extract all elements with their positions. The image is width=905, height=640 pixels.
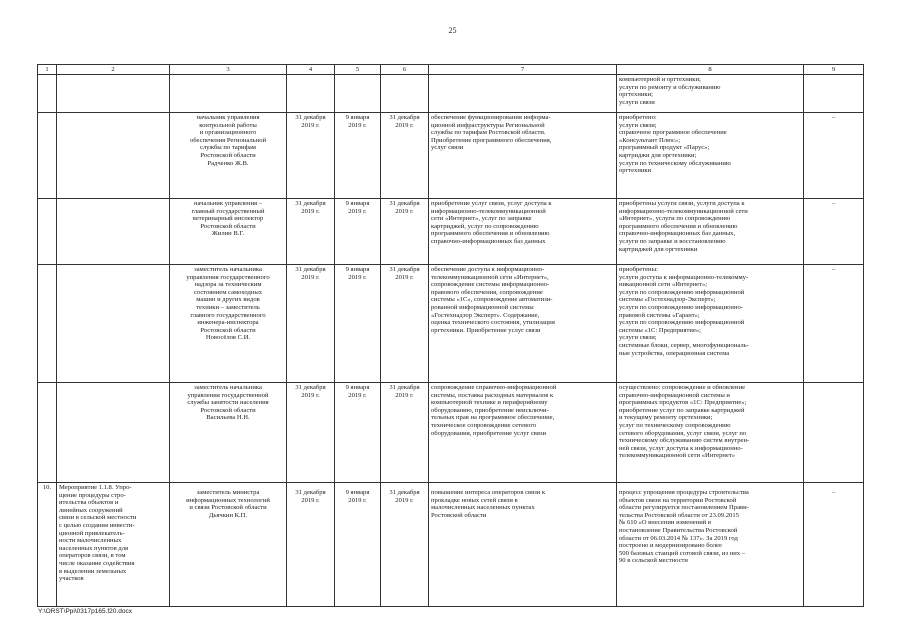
- cell-line: 2019 г.: [395, 207, 414, 215]
- cell-line: справочно-информационных баз данных: [431, 237, 546, 245]
- cell-line: ветеринарный инспектор: [192, 215, 264, 223]
- cell-line: ности малочисленных: [59, 537, 122, 545]
- file-path-footer: Y:\ORST\Ppi\0317p165.f20.docx: [38, 608, 132, 615]
- column-number: 8: [617, 65, 804, 75]
- actual-end-date-cell: [381, 383, 429, 483]
- cell-line: прокладке новых сетей связи в: [431, 496, 518, 504]
- content-cell: [429, 75, 617, 113]
- cell-line: 31 декабря: [295, 384, 326, 391]
- executor-cell: [170, 483, 287, 607]
- planned-end-date-cell: [287, 199, 335, 265]
- cell-line: управления государственной: [187, 391, 269, 399]
- cell-line: справочно-информационных баз данных,: [619, 230, 736, 238]
- content-cell: [429, 113, 617, 199]
- cell-line: Приобретение программного обеспечения,: [431, 136, 552, 144]
- result-cell: [617, 75, 804, 113]
- cell-line: ительства объектов и: [59, 499, 119, 507]
- cell-line: справочное программное обеспечение: [619, 129, 727, 137]
- cell-line: главный государственный: [191, 207, 265, 215]
- cell-line: 31 декабря: [389, 384, 420, 391]
- cell-line: услуги связи: [619, 98, 655, 106]
- row-number-cell: 10.: [38, 483, 57, 607]
- cell-line: услуги по сопровождению информационно-: [619, 303, 743, 311]
- cell-line: построено и модернизировано более: [619, 542, 722, 550]
- row-number-cell: [38, 199, 57, 265]
- cell-line: области регулируется постановлением Прави-: [619, 504, 749, 512]
- cell-line: 31 декабря: [295, 489, 326, 496]
- column-number: 7: [429, 65, 617, 75]
- cell-line: Ростовской области: [200, 222, 256, 230]
- cell-line: 2019 г.: [395, 496, 414, 504]
- cell-line: 2019 г.: [348, 273, 367, 281]
- cell-line: системы «1С: Предприятие»;: [619, 326, 702, 334]
- table-row: [38, 265, 864, 383]
- cell-line: заместитель начальника: [194, 266, 262, 273]
- cell-line: и организационного: [199, 129, 257, 137]
- cell-line: правовой системы «Гарант»;: [619, 311, 700, 319]
- cell-line: сетевого оборудования, услуг связи, услуг по: [619, 429, 747, 437]
- column-number-row: [38, 65, 864, 75]
- cell-line: линейных сооружений: [59, 506, 123, 514]
- cell-line: программного обеспечения и обновлению: [431, 230, 550, 238]
- cell-line: и текущему ремонту оргтехники;: [619, 414, 713, 422]
- cell-line: обеспечения Региональной: [189, 136, 267, 144]
- column-number: 9: [804, 65, 864, 75]
- cell-line: оргтехники. Приобретение услуг связи: [431, 326, 541, 334]
- event-cell: [57, 383, 170, 483]
- cell-line: телекоммуникационной сети «Интернет»,: [431, 273, 549, 281]
- cell-line: процесс упрощения процедуры строительства: [619, 489, 749, 496]
- cell-line: услуги связи;: [619, 334, 657, 342]
- event-cell: [57, 75, 170, 113]
- cell-line: 9 января: [345, 384, 370, 391]
- cell-line: информационных технологий: [186, 496, 270, 504]
- cell-line: главного государственного: [190, 311, 266, 319]
- cell-line: 31 декабря: [389, 114, 420, 121]
- cell-line: в выделении земельных: [59, 567, 127, 575]
- cell-line: картриджи для оргтехники;: [619, 151, 697, 159]
- planned-end-date-cell: [287, 113, 335, 199]
- content-cell: [429, 383, 617, 483]
- cell-line: 31 декабря: [295, 114, 326, 121]
- column-number: 1: [38, 65, 57, 75]
- cell-line: инженера-инспектора: [197, 319, 259, 327]
- result-cell: [617, 383, 804, 483]
- planned-end-date-cell: [287, 483, 335, 607]
- cell-line: услуги по заправке и восстановлению: [619, 237, 726, 245]
- cell-line: услуг по техническому сопровождению: [619, 421, 731, 429]
- cell-line: 9 января: [345, 114, 370, 121]
- page-number: 25: [448, 26, 457, 35]
- actual-end-date-cell: [381, 75, 429, 113]
- result-cell: [617, 199, 804, 265]
- cell-line: услуги по техническому обслуживанию: [619, 159, 731, 167]
- column-number: 3: [170, 65, 287, 75]
- cell-line: «Консультант Плюс»;: [619, 136, 681, 144]
- row-number-cell: [38, 265, 57, 383]
- cell-line: рованной информационной системы: [431, 303, 534, 311]
- note-cell: –: [804, 199, 864, 265]
- content-cell: [429, 265, 617, 383]
- cell-line: 2019 г.: [348, 391, 367, 399]
- row-number-cell: [38, 113, 57, 199]
- row-number-cell: [38, 75, 57, 113]
- cell-line: 2019 г.: [348, 121, 367, 129]
- cell-line: сети «Интернет», услуг по заправке: [431, 215, 532, 223]
- cell-line: малочисленных населенных пунктах: [431, 504, 535, 512]
- column-number: 5: [335, 65, 381, 75]
- cell-line: № 610 «О внесении изменений в: [619, 519, 712, 527]
- event-cell: [57, 199, 170, 265]
- cell-line: 31 декабря: [389, 489, 420, 496]
- table-row: [38, 199, 864, 265]
- actual-start-date-cell: [335, 265, 381, 383]
- cell-line: услуги доступа к информационно-телекомму-: [619, 273, 749, 281]
- cell-line: ней связи, услуг доступа к информационно-: [619, 444, 743, 452]
- note-cell: –: [804, 265, 864, 383]
- event-cell: [57, 483, 170, 607]
- cell-line: техники – заместитель: [196, 303, 260, 311]
- cell-line: информационно-телекоммуникационной: [431, 207, 546, 215]
- planned-end-date-cell: [287, 75, 335, 113]
- cell-line: картриджей, услуг по сопровождению: [431, 222, 539, 230]
- table-row: [38, 75, 864, 113]
- cell-line: населенных пунктов для: [59, 544, 129, 552]
- cell-line: оборудованию, приобретение неисключи-: [431, 406, 549, 414]
- column-number: 2: [57, 65, 170, 75]
- cell-line: состоянием самоходных: [193, 288, 263, 296]
- cell-line: техническое сопровождение сетевого: [431, 421, 537, 429]
- cell-line: осуществлено: сопровождение и обновление: [619, 384, 746, 391]
- cell-line: контрольной работы: [199, 121, 257, 129]
- cell-line: справочно-информационной системы и: [619, 391, 730, 399]
- cell-line: 2019 г.: [348, 496, 367, 504]
- cell-line: ционной привлекатель-: [59, 529, 125, 537]
- actual-end-date-cell: [381, 483, 429, 607]
- cell-line: приобретение услуг связи, услуг доступа к: [431, 200, 552, 207]
- cell-line: услуги по ремонту и обслуживанию: [619, 83, 721, 91]
- cell-line: приобретены услуги связи, услуги доступа к: [619, 200, 745, 207]
- cell-line: приобретение услуг по заправке картриджей: [619, 406, 745, 414]
- actual-end-date-cell: [381, 199, 429, 265]
- actual-end-date-cell: [381, 265, 429, 383]
- cell-line: операторов связи, в том: [59, 552, 126, 560]
- planned-end-date-cell: [287, 265, 335, 383]
- note-cell: [804, 383, 864, 483]
- cell-line: «Гостехнадзор Эксперт». Содержание,: [431, 311, 540, 319]
- cell-line: машин и других видов: [196, 296, 260, 304]
- cell-line: сопровождение системы информационно-: [431, 281, 550, 289]
- cell-line: информационно-телекоммуникационной сети: [619, 207, 748, 215]
- cell-line: 31 декабря: [295, 266, 326, 273]
- cell-line: правового обеспечения, сопровождение: [431, 288, 543, 296]
- cell-line: программный продукт «Парус»;: [619, 144, 710, 152]
- note-cell: [804, 75, 864, 113]
- cell-line: 9 января: [345, 266, 370, 273]
- cell-line: надзора за техническим: [194, 281, 262, 289]
- cell-line: управления государственного: [186, 273, 270, 281]
- cell-line: тельных прав на программное обеспечение,: [431, 414, 555, 422]
- cell-line: 2019 г.: [301, 273, 320, 281]
- actual-start-date-cell: [335, 113, 381, 199]
- cell-line: тельства Ростовской области от 23.09.2015: [619, 511, 739, 519]
- note-cell: –: [804, 483, 864, 607]
- cell-line: услуги по сопровождению информационной: [619, 288, 745, 296]
- cell-line: услуг связи: [431, 144, 464, 152]
- actual-start-date-cell: [335, 483, 381, 607]
- actual-start-date-cell: [335, 75, 381, 113]
- executor-cell: [170, 75, 287, 113]
- cell-line: 2019 г.: [348, 207, 367, 215]
- note-cell: –: [804, 113, 864, 199]
- cell-line: компьютерной и оргтехники;: [619, 76, 701, 83]
- cell-line: системы, поставка расходных материалов к: [431, 391, 554, 399]
- cell-line: ционной инфраструктуры Региональной: [431, 121, 545, 129]
- cell-line: 2019 г.: [395, 273, 414, 281]
- content-cell: [429, 483, 617, 607]
- cell-line: оборудования, приобретение услуг связи: [431, 429, 546, 437]
- cell-line: оргтехники: [619, 167, 652, 175]
- cell-line: 31 декабря: [389, 266, 420, 273]
- cell-line: 2019 г.: [301, 121, 320, 129]
- cell-line: «Интернет», услуги по сопровождению: [619, 215, 731, 223]
- cell-line: Жилин В.Г.: [211, 230, 245, 238]
- row-number-cell: [38, 383, 57, 483]
- event-cell: [57, 265, 170, 383]
- cell-line: постановление Правительства Ростовской: [619, 526, 738, 534]
- actual-start-date-cell: [335, 383, 381, 483]
- cell-line: системы «Гостехнадзор-Эксперт»;: [619, 296, 716, 304]
- cell-line: 90 в сельской местности: [619, 557, 688, 565]
- cell-line: Ростовской области: [200, 326, 256, 334]
- executor-cell: [170, 113, 287, 199]
- executor-cell: [170, 265, 287, 383]
- cell-line: заместитель министра: [196, 489, 260, 496]
- table-row: [38, 383, 864, 483]
- content-cell: [429, 199, 617, 265]
- cell-line: начальник управления –: [193, 200, 263, 207]
- cell-line: Мероприятие 1.1.8. Упро-: [59, 484, 132, 491]
- column-number: 6: [381, 65, 429, 75]
- cell-line: службы по тарифам Ростовской области.: [431, 129, 546, 137]
- cell-line: Ростовской области: [200, 151, 256, 159]
- cell-line: оценка технического состояния, утилизация: [431, 319, 555, 327]
- cell-line: 31 декабря: [389, 200, 420, 207]
- cell-line: с целью создания инвести-: [59, 521, 135, 529]
- cell-line: заместитель начальника: [194, 384, 262, 391]
- cell-line: 9 января: [345, 489, 370, 496]
- result-cell: [617, 483, 804, 607]
- cell-line: числе оказание содействия: [59, 559, 135, 567]
- cell-line: системы «1С», сопровождение автоматизи-: [431, 296, 553, 304]
- cell-line: 2019 г.: [301, 207, 320, 215]
- planned-end-date-cell: [287, 383, 335, 483]
- cell-line: Дьячкин К.П.: [208, 511, 248, 519]
- cell-line: 500 базовых станций сотовой связи, из них –: [619, 549, 746, 557]
- cell-line: 9 января: [345, 200, 370, 207]
- cell-line: 2019 г.: [301, 496, 320, 504]
- cell-line: Васильева Н.Н.: [206, 414, 250, 422]
- cell-line: связи в сельской местности: [59, 514, 137, 522]
- report-table: [37, 64, 864, 607]
- cell-line: обеспечение функционирования информа-: [431, 114, 551, 121]
- cell-line: 2019 г.: [395, 121, 414, 129]
- cell-line: щение процедуры стро-: [59, 491, 126, 499]
- cell-line: объектов связи на территории Ростовской: [619, 496, 737, 504]
- result-cell: [617, 265, 804, 383]
- cell-line: техническому обслуживанию систем внутрен-: [619, 437, 750, 445]
- cell-line: службы по тарифам: [200, 144, 256, 152]
- cell-line: программных продуктов «1С: Предприятие»;: [619, 399, 747, 407]
- cell-line: оргтехники;: [619, 91, 653, 99]
- cell-line: телекоммуникационной сети «Интернет»: [619, 452, 735, 460]
- cell-line: службы занятости населения: [187, 399, 269, 407]
- cell-line: услуги связи;: [619, 121, 657, 129]
- actual-start-date-cell: [335, 199, 381, 265]
- cell-line: 2019 г.: [395, 391, 414, 399]
- cell-line: 31 декабря: [295, 200, 326, 207]
- cell-line: приобретено:: [619, 114, 657, 121]
- cell-line: Ростовской области: [431, 511, 487, 519]
- cell-line: ные устройства, операционная система: [619, 349, 730, 357]
- cell-line: обеспечение доступа к информационно-: [431, 266, 545, 273]
- cell-line: картриджей для оргтехники: [619, 245, 698, 253]
- cell-line: и связи Ростовской области: [189, 504, 267, 512]
- executor-cell: [170, 199, 287, 265]
- cell-line: никационной сети «Интернет»;: [619, 281, 708, 289]
- cell-line: услуги по сопровождению информационной: [619, 319, 745, 327]
- cell-line: Новосёлов С.И.: [205, 334, 251, 342]
- cell-line: приобретены:: [619, 266, 658, 273]
- cell-line: системные блоки, сервер, многофункциональ-: [619, 341, 749, 349]
- cell-line: начальник управления: [196, 114, 260, 121]
- cell-line: компьютерной технике и периферийному: [431, 399, 548, 407]
- actual-end-date-cell: [381, 113, 429, 199]
- cell-line: 2019 г.: [301, 391, 320, 399]
- table-row: [38, 483, 864, 607]
- cell-line: сопровождение справочно-информационной: [431, 384, 557, 391]
- cell-line: области от 06.03.2014 № 137». За 2019 год: [619, 534, 738, 542]
- event-cell: [57, 113, 170, 199]
- cell-line: участков: [59, 575, 84, 583]
- column-number: 4: [287, 65, 335, 75]
- cell-line: Ростовской области: [200, 406, 256, 414]
- executor-cell: [170, 383, 287, 483]
- cell-line: программного обеспечения и обновлению: [619, 222, 738, 230]
- table-row: [38, 113, 864, 199]
- result-cell: [617, 113, 804, 199]
- cell-line: повышение интереса операторов связи к: [431, 489, 546, 496]
- cell-line: Радченко Ж.В.: [207, 159, 249, 167]
